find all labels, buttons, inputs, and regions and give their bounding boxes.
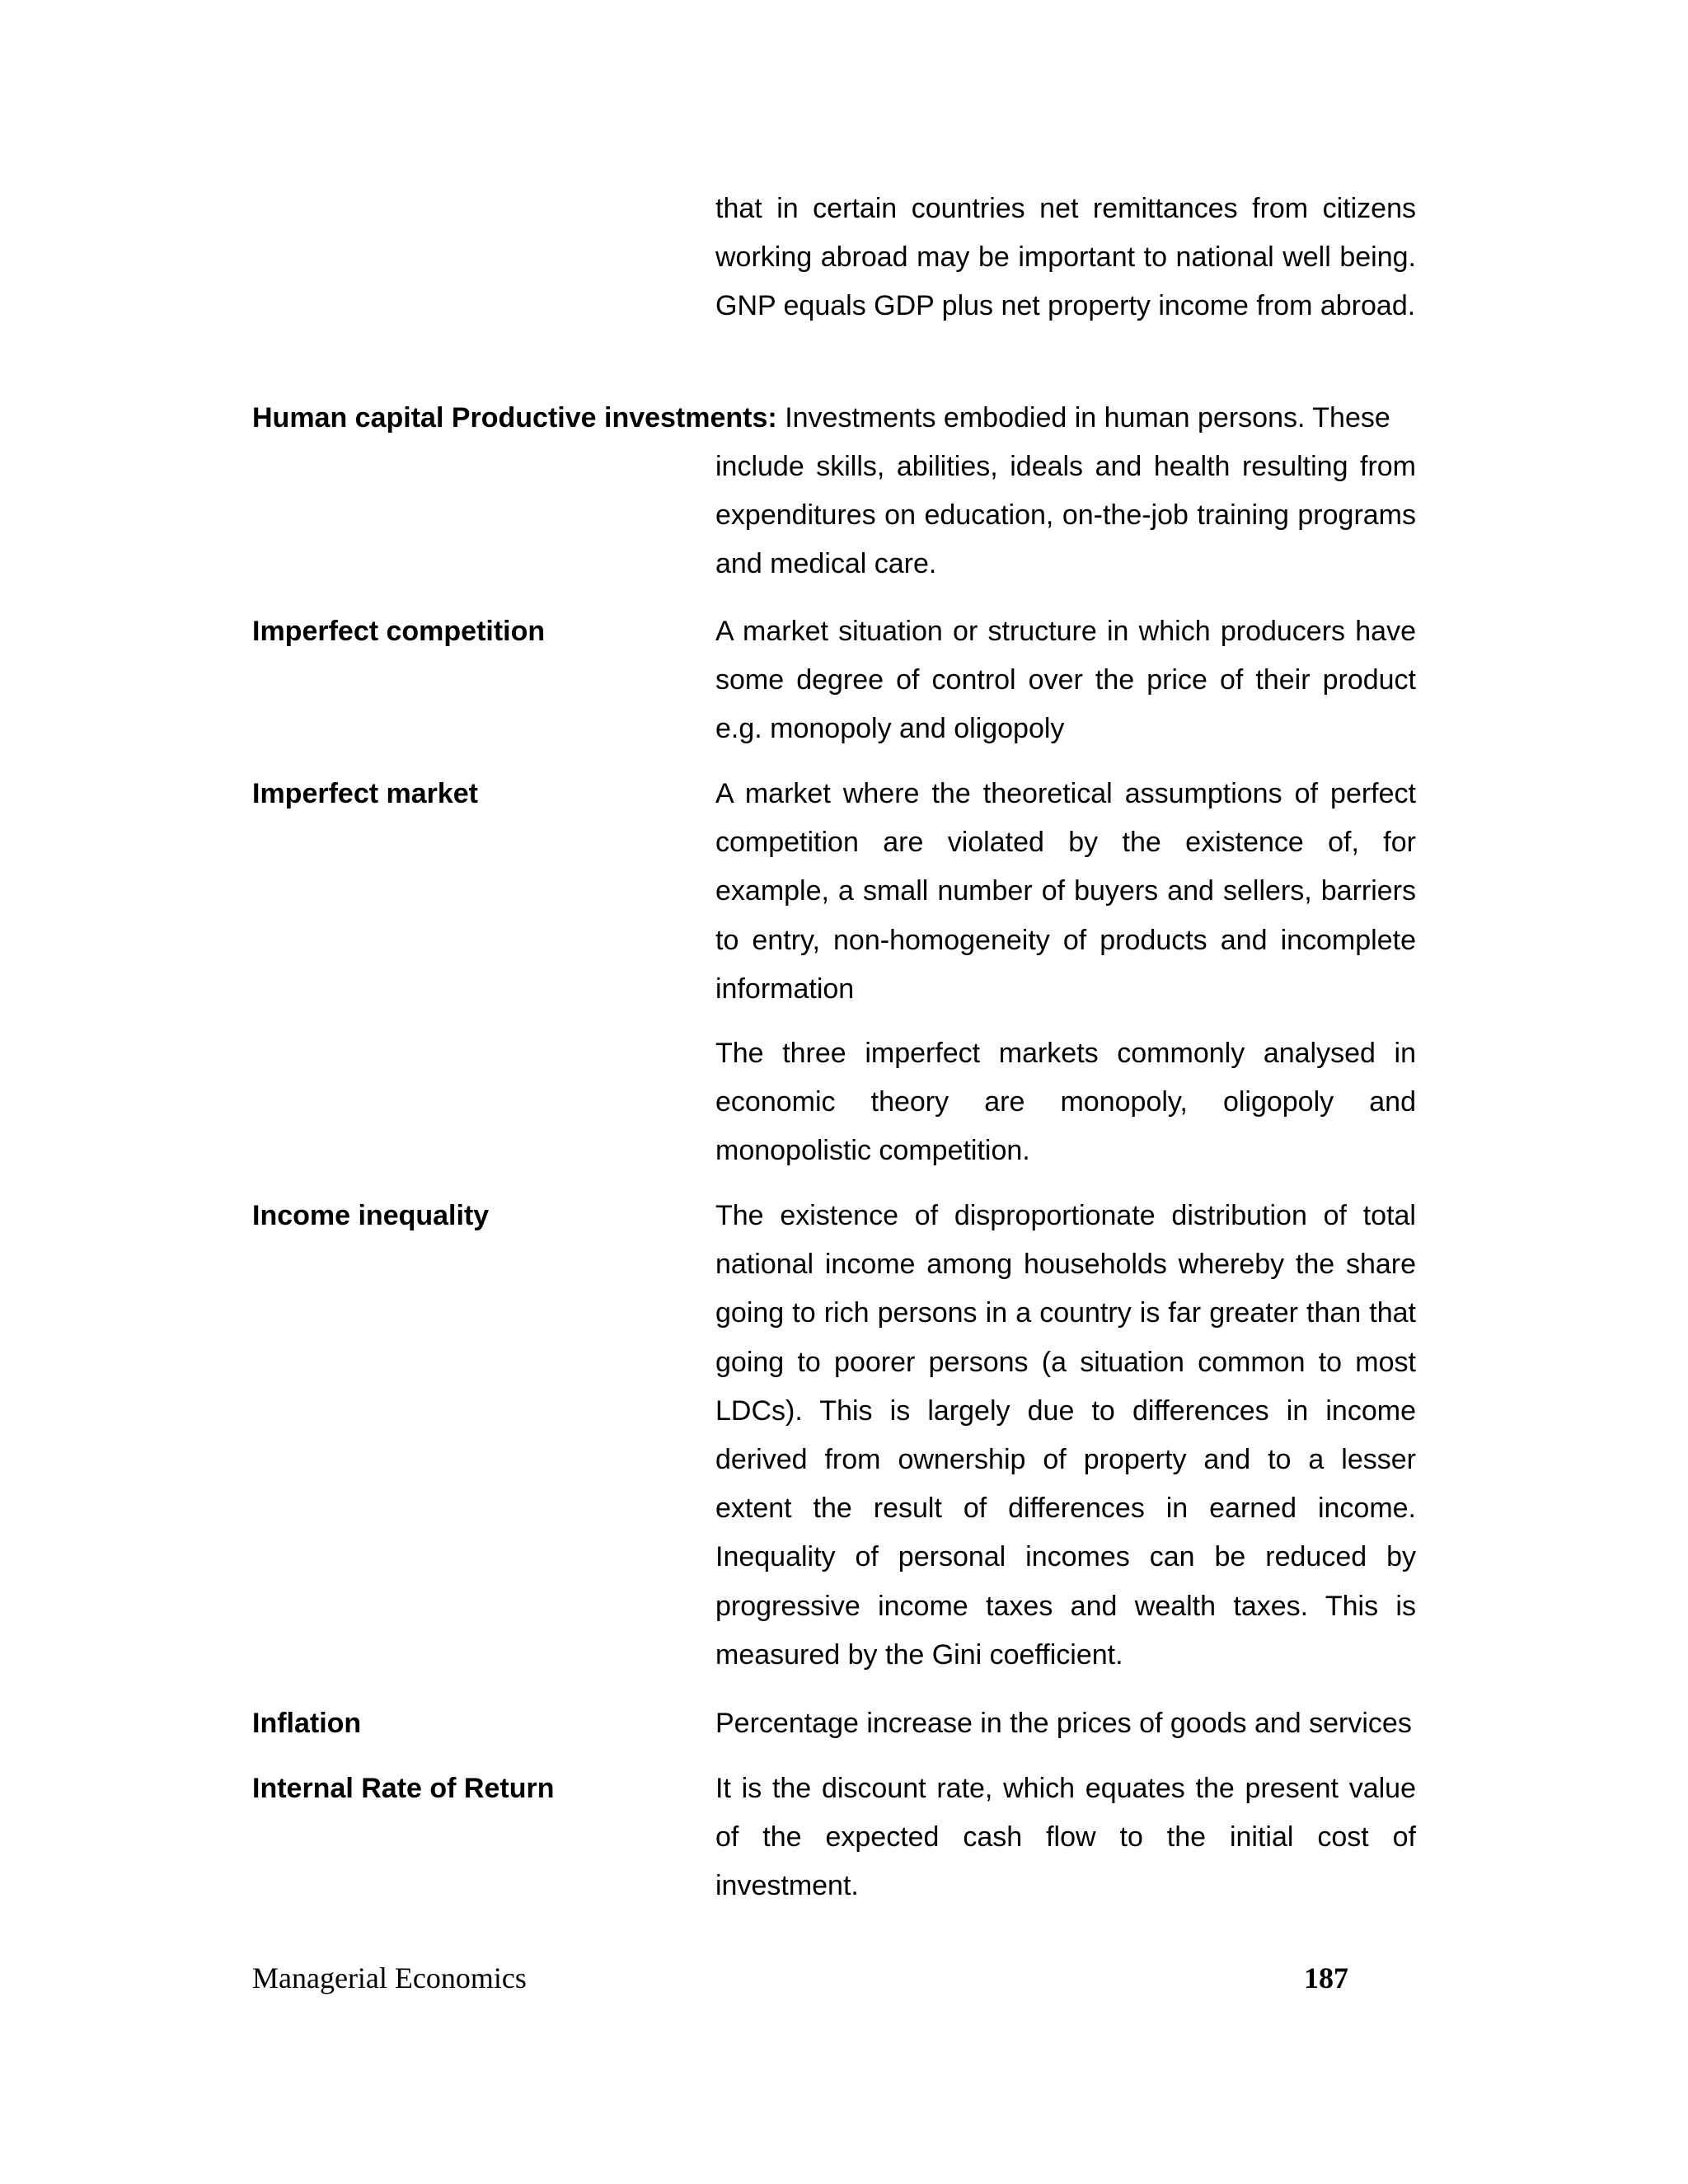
definition-human-capital-first-line: Investments embodied in human persons. These <box>785 402 1390 434</box>
definition-imperfect-market-2: The three imperfect markets commonly analysed in economic theory are monopoly, oligopoly and monopolistic competition. <box>715 1038 1416 1167</box>
term-internal-rate-of-return: Internal Rate of Return <box>252 1773 555 1804</box>
footer-page-number: 187 <box>1304 1961 1348 1994</box>
continuation-paragraph: that in certain countries net remittances from citizens working abroad may be important to national well being. GNP equals GDP plus net property income from abroad. <box>715 193 1416 322</box>
definition-imperfect-competition: A market situation or structure in which producers have some degree of control over the price of their product e.g. monopoly and oligopoly <box>715 616 1416 745</box>
glossary-entry-human-capital <box>252 394 1416 443</box>
term-imperfect-competition: Imperfect competition <box>252 616 546 647</box>
definition-inflation: Percentage increase in the prices of goods and services <box>715 1708 1412 1739</box>
term-imperfect-market: Imperfect market <box>252 778 479 809</box>
definition-imperfect-market: A market where the theoretical assumptions of perfect competition are violated by the existence of, for example, a small number of buyers and sellers, barriers to entry, non-homogeneity of products and incomplete information <box>715 778 1416 1005</box>
term-income-inequality: Income inequality <box>252 1200 490 1231</box>
definition-human-capital: include skills, abilities, ideals and health resulting from expenditures on education, on-the-job training programs and medical care. <box>715 451 1416 580</box>
definition-income-inequality: The existence of disproportionate distribution of total national income among households whereby the share going to rich persons in a country is far greater than that going to poorer persons (a situation common to most LDCs). This is largely due to differences in income derived from ownership of property and to a lesser extent the result of differences in earned income. Inequality of personal incomes can be reduced by progressive income taxes and wealth taxes. This is measured by the Gini coefficient. <box>715 1200 1416 1671</box>
term-human-capital: Human capital Productive investments: <box>252 402 777 434</box>
term-inflation: Inflation <box>252 1708 362 1739</box>
definition-internal-rate-of-return: It is the discount rate, which equates the present value of the expected cash flow to the initial cost of investment. <box>715 1773 1416 1902</box>
footer-book-title: Managerial Economics <box>252 1961 527 1994</box>
